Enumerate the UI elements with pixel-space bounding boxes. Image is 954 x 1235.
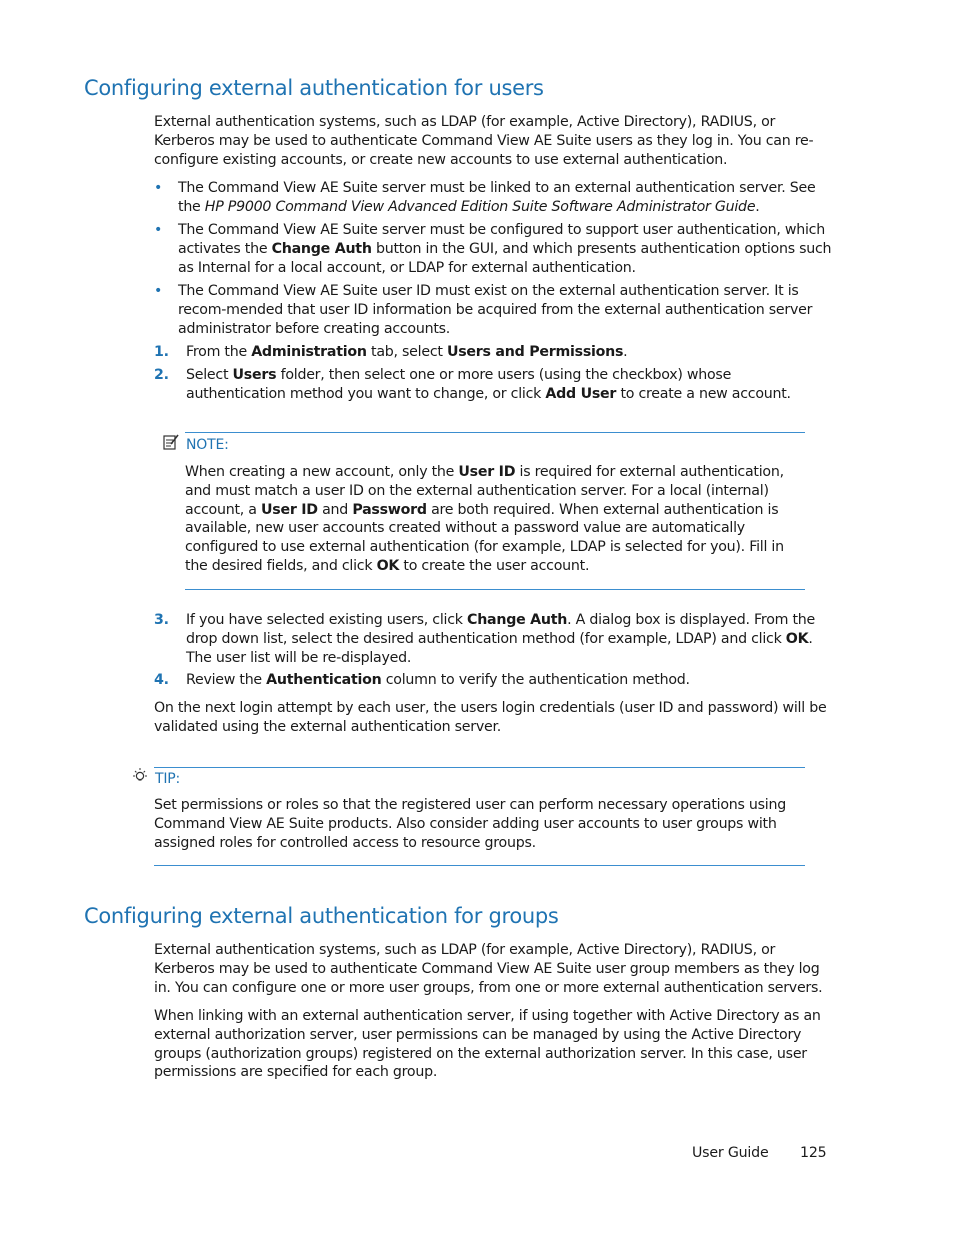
section-heading-groups: Configuring external authentication for groups [84,904,559,928]
text-run: . [623,344,628,360]
groups-paragraph-1: External authentication systems, such as LDAP (for example, Active Directory), RADIUS, or Kerberos may be used to authenticate Command View AE Suite user group members as they log in. You can configure one or more user groups, from one or more external authentication servers. [154,942,823,996]
bullet-marker: • [154,222,163,238]
text-run: The Command View AE Suite server must be linked to an external authentication server. See the [178,180,816,215]
text-run: Review the [186,672,267,688]
text-run: is required for external authentication, and must match a user ID on the external authentication server. For a local (internal) account, a [185,464,784,518]
bold-term: Change Auth [271,240,372,257]
step-text [186,611,834,667]
bold-term: User ID [261,501,318,518]
bullet-marker: • [154,180,163,196]
bold-term: Password [352,501,427,518]
bold-term: Authentication [266,672,382,688]
bold-term: Users and Permissions [446,344,624,360]
groups-paragraph-2: When linking with an external authentication server, if using together with Active Directory as an external authorization server, user permissions can be managed by using the Active Directory groups (authorization groups) registered on the external authorization server. In this case, user permissions are specified for each group. [154,1008,821,1081]
text-run: Select [186,367,233,383]
text-run: If you have selected existing users, click [186,612,468,628]
bullet-text: The Command View AE Suite user ID must exist on the external authentication server. It is recom-mended that user ID information be acquired from the external authentication server administrator before creating accounts. [178,283,813,337]
footer-label: User Guide [692,1145,769,1161]
step-text [186,366,834,404]
bullet-marker: • [154,283,163,299]
section-heading-users: Configuring external authentication for users [84,76,544,100]
page-number: 125 [800,1145,827,1161]
text-run: . The user list will be re-displayed. [186,630,813,666]
step-text [186,671,834,690]
bullet-text [178,179,834,217]
text-run: . [755,198,760,215]
text-run: to create a new account. [616,385,791,402]
bold-term: Change Auth [467,612,568,628]
note-icon [162,433,180,451]
text-run: column to verify the authentication method. [381,672,690,688]
text-run: tab, select [366,344,447,360]
text-run: button in the GUI, and which presents authentication options such as Internal for a local account, or LDAP for external authentication. [178,240,832,276]
bullet-text [178,221,834,277]
step-number: 4. [154,672,169,688]
tip-text: Set permissions or roles so that the registered user can perform necessary operations using Command View AE Suite products. Also consider adding user accounts to user groups with assigned roles for controlled access to resource groups. [154,797,786,851]
bold-term: OK [785,630,809,647]
tip-top-rule [154,767,805,768]
after-steps-paragraph: On the next login attempt by each user, the users login credentials (user ID and password) will be validated using the external authentication server. [154,700,827,735]
bold-term: Users [232,367,277,383]
text-run: are both required. When external authentication is available, new user accounts created without a password value are automatically configured to use external authentication (for example, LDAP is selected for you). Fill in the desired fields, and click [185,501,784,574]
bold-term: OK [376,557,400,574]
bold-term: Administration [251,344,367,360]
text-run: and [317,501,353,518]
note-top-rule [185,432,805,433]
step-text [186,343,834,362]
note-text [185,463,810,576]
intro-paragraph: External authentication systems, such as LDAP (for example, Active Directory), RADIUS, or Kerberos may be used to authenticate Command View AE Suite users as they log in. You can re-configure existing accounts, or create new accounts to use external authentication. [154,114,814,168]
text-run: . A dialog box is displayed. From the drop down list, select the desired authentication method (for example, LDAP) and click [186,612,815,647]
step-number: 2. [154,367,169,383]
guide-title: HP P9000 Command View Advanced Edition Suite Software Administrator Guide [204,198,756,215]
text-run: From the [186,344,252,360]
lightbulb-icon [131,767,149,787]
text-run: folder, then select one or more users (using the checkbox) whose authentication method you want to change, or click [186,367,732,402]
bold-term: User ID [458,464,516,480]
text-run: The Command View AE Suite server must be configured to support user authentication, which activates the [178,222,825,257]
text-run: When creating a new account, only the [185,464,459,480]
note-label: NOTE: [186,437,229,453]
step-number: 1. [154,344,169,360]
bold-term: Add User [545,385,617,402]
tip-bottom-rule [154,865,805,866]
step-number: 3. [154,612,169,628]
text-run: to create the user account. [399,557,590,574]
tip-label: TIP: [155,771,181,787]
note-bottom-rule [185,589,805,590]
